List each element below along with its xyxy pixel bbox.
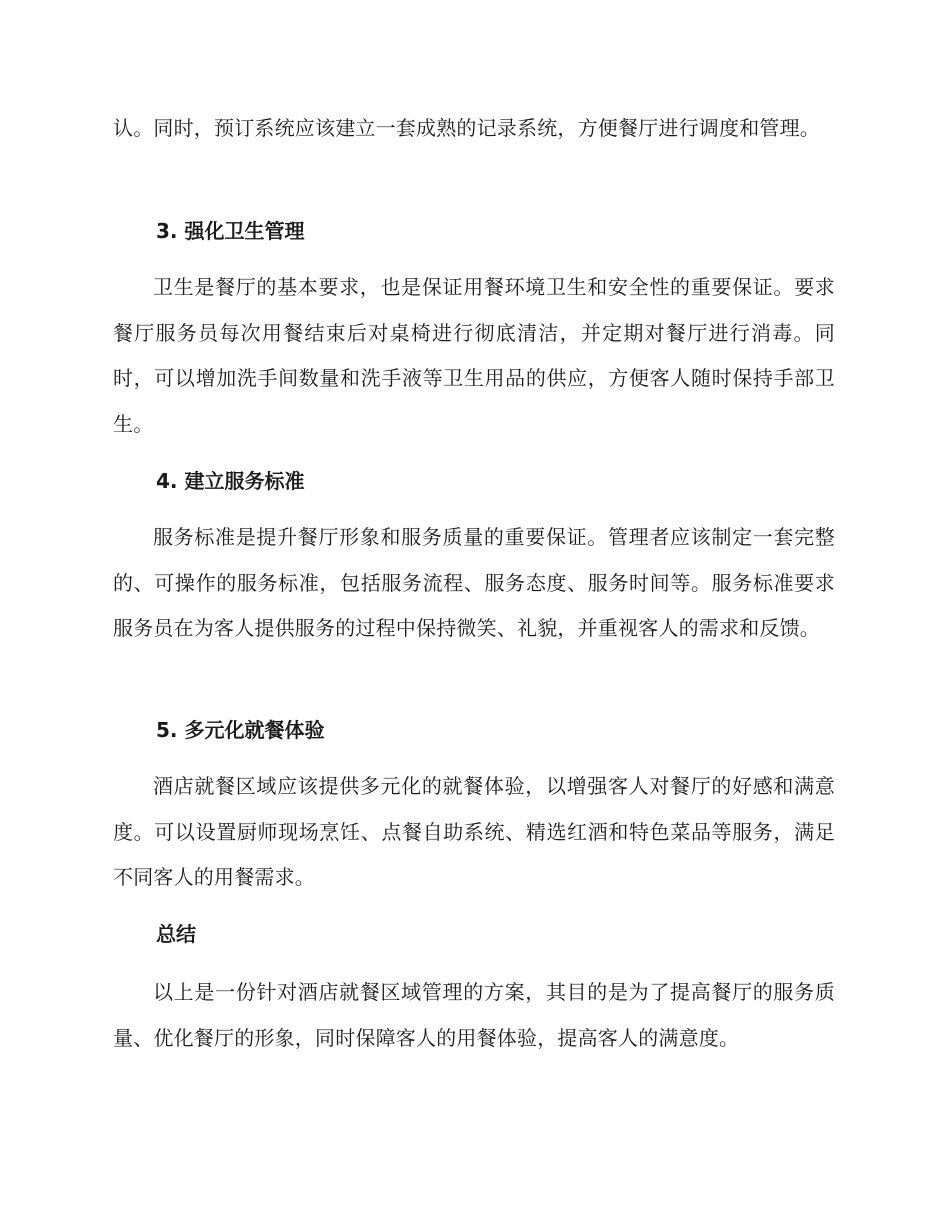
hygiene-paragraph: 卫生是餐厅的基本要求，也是保证用餐环境卫生和安全性的重要保证。要求餐厅服务员每次用餐结束后对桌椅进行彻底清洁，并定期对餐厅进行消毒。同时，可以增加洗手间数量和洗手液等卫生用品的供应，方便客人随时保持手部卫生。 (113, 275, 835, 436)
section-heading-service-standards: 4. 建立服务标准 (156, 469, 305, 493)
section-heading-dining-experience: 5. 多元化就餐体验 (156, 718, 325, 742)
summary-paragraph: 以上是一份针对酒店就餐区域管理的方案，其目的是为了提高餐厅的服务质量、优化餐厅的形象，同时保障客人的用餐体验，提高客人的满意度。 (113, 980, 835, 1050)
section-heading-hygiene: 3. 强化卫生管理 (156, 219, 305, 243)
dining-experience-paragraph: 酒店就餐区域应该提供多元化的就餐体验，以增强客人对餐厅的好感和满意度。可以设置厨师现场烹饪、点餐自助系统、精选红酒和特色菜品等服务，满足不同客人的用餐需求。 (113, 774, 835, 889)
continuation-paragraph: 认。同时，预订系统应该建立一套成熟的记录系统，方便餐厅进行调度和管理。 (113, 116, 820, 140)
service-standards-paragraph: 服务标准是提升餐厅形象和服务质量的重要保证。管理者应该制定一套完整的、可操作的服务标准，包括服务流程、服务态度、服务时间等。服务标准要求服务员在为客人提供服务的过程中保持微笑、礼貌，并重视客人的需求和反馈。 (113, 525, 835, 640)
section-heading-summary: 总结 (156, 922, 196, 946)
